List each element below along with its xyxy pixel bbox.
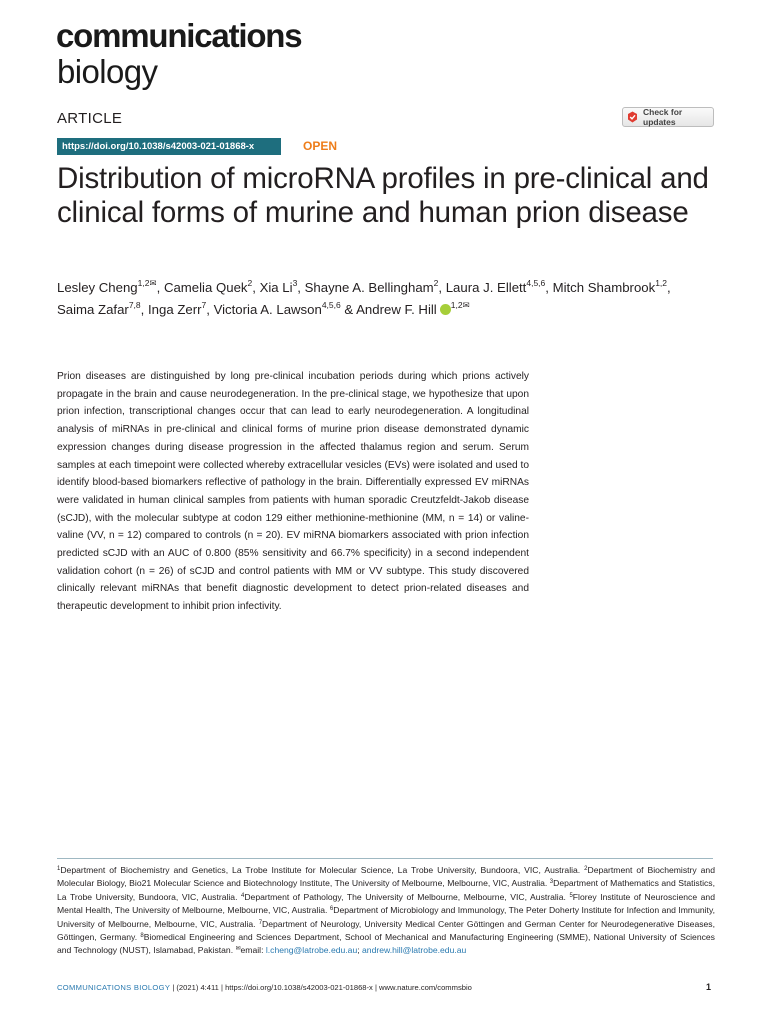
- author-item[interactable]: [553, 280, 667, 295]
- author-list: Lesley Cheng$^{1,2✉}$, Camelia Quek$^2$, Xia Li$^3$, Shayne A. Bellingham$^2$, Laura J. Ellett$^{4,5,6}$, Mitch Shambrook$^{1,2}$, Saima Zafar$^{7,8}$, Inga Zerr$^7$, Victoria A. Lawson$^{4,5,6}$ & Andrew F. Hill $^{1,2✉}$: [57, 278, 671, 317]
- check-updates-icon: [627, 111, 638, 123]
- author-affiliation-marker: 2: [433, 278, 439, 288]
- author-affiliation-marker: 1,2✉: [450, 300, 470, 310]
- author-item[interactable]: [164, 280, 252, 295]
- affiliation-number: 8: [140, 933, 144, 940]
- check-for-updates-button[interactable]: [622, 107, 714, 127]
- orcid-icon[interactable]: [440, 304, 451, 315]
- footer-journal-name: COMMUNICATIONS BIOLOGY: [57, 983, 171, 992]
- author-name[interactable]: Victoria A. Lawson: [213, 302, 322, 317]
- affiliation-text: Department of Biochemistry and Genetics, La Trobe Institute for Molecular Science, La Trobe University, Bundoora, VIC, Australia.: [60, 865, 585, 875]
- affiliations: $^1$Department of Biochemistry and Genetics, La Trobe Institute for Molecular Science, La Trobe University, Bundoora, VIC, Australia. $^2$Department of Biochemistry and Molecular Biology, Bio21 Molecular Science and Biotechnology Institute, The University of Melbourne, Melbourne, VIC, Australia. $^3$Department of Mathematics and Statistics, La Trobe University, Bundoora, VIC, Australia. $^4$Department of Pathology, The University of Melbourne, Melbourne, VIC, Australia. $^5$Florey Institute of Neuroscience and Mental Health, The University of Melbourne, Melbourne, VIC, Australia. $^6$Department of Microbiology and Immunology, The Peter Doherty Institute for Infection and Immunity, University of Melbourne, Melbourne, VIC, Australia. $^7$Department of Neurology, University Medical Center Göttingen and German Center for Neurodegenerative Diseases, Göttingen, Germany. $^8$Biomedical Engineering and Sciences Department, School of Mechanical and Manufacturing Engineering (SMME), National University of Sciences and Technology (NUST), Islamabad, Pakistan. ✉email: l.cheng@latrobe.edu.au; andrew.hill@latrobe.edu.au: [57, 865, 715, 956]
- affiliation-number: 3: [549, 879, 554, 886]
- author-item[interactable]: [305, 280, 439, 295]
- page-footer: [57, 983, 472, 992]
- author-item[interactable]: [446, 280, 546, 295]
- affiliation-number: 1: [57, 866, 61, 872]
- author-affiliation-marker: 7,8: [128, 300, 141, 310]
- author-affiliation-marker: 1,2: [655, 278, 668, 288]
- author-name[interactable]: Andrew F. Hill: [356, 302, 437, 317]
- affiliation-text: Biomedical Engineering and Sciences Department, School of Mechanical and Manufacturing Engineering (SMME), National University of Sciences and Technology (NUST), Islamabad, Pakistan.: [57, 932, 715, 956]
- affiliation-text: Department of Mathematics and Statistics, La Trobe University, Bundoora, VIC, Australia.: [57, 878, 715, 902]
- abstract: Prion diseases are distinguished by long pre-clinical incubation periods during which prions actively propagate in the brain and cause neurodegeneration. In the pre-clinical stage, we hypothesize that upon prion infection, transcriptional changes occur that can lead to early neurodegeneration. A longitudinal analysis of miRNAs in pre-clinical and clinical forms of murine prion disease demonstrated dynamic expression changes during disease progression in the affected thalamus region and serum. Serum samples at each timepoint were collected whereby extracellular vesicles (EVs) were isolated and used to identify blood-based biomarkers reflective of pathology in the brain. Differentially expressed EV miRNAs were validated in human clinical samples from patients with human sporadic Creutzfeldt-Jakob disease (sCJD), with the molecular subtype at codon 129 either methionine-methionine (MM, n = 14) or valine-valine (VV, n = 12) compared to controls (n = 20). EV miRNA biomarkers associated with prion infection predicted sCJD with an AUC of 0.800 (85% sensitivity and 66.7% specificity) in a second independent validation cohort (n = 26) of sCJD and control patients with MM or VV subtype. This study discovered clinically relevant miRNAs that benefit diagnostic development to detect prion-related diseases and therapeutic development to inhibit prion infectivity.: [57, 371, 529, 613]
- affiliation-number: 4: [241, 892, 245, 899]
- author-affiliation-marker: 4,5,6: [526, 278, 546, 288]
- journal-logo-line1: communications: [56, 17, 302, 54]
- author-affiliation-marker: 3: [292, 278, 298, 288]
- affiliation-text: Department of Neurology, University Medical Center Göttingen and German Center for Neurodegenerative Diseases, Göttingen, Germany.: [57, 918, 715, 943]
- article-type-label: ARTICLE: [57, 110, 123, 127]
- article-title: Distribution of microRNA profiles in pre-clinical and clinical forms of murine and human prion disease: [57, 162, 709, 229]
- affiliation-text: Department of Microbiology and Immunology, The Peter Doherty Institute for Infection and Immunity, University of Melbourne, Melbourne, VIC, Australia.: [57, 905, 715, 929]
- affiliation-number: 7: [258, 919, 263, 926]
- author-name[interactable]: Lesley Cheng: [57, 280, 138, 295]
- affiliation-number: 2: [584, 866, 588, 872]
- email-icon: ✉: [235, 946, 241, 953]
- author-name[interactable]: Laura J. Ellett: [445, 280, 527, 295]
- page-number: 1: [706, 982, 712, 992]
- author-item[interactable]: [260, 280, 298, 295]
- open-access-label: OPEN: [303, 139, 338, 153]
- author-name[interactable]: Saima Zafar: [57, 302, 129, 317]
- affiliation-number: 5: [569, 892, 573, 899]
- author-name[interactable]: Mitch Shambrook: [552, 280, 656, 295]
- journal-logo-line2: biology: [57, 53, 158, 90]
- author-affiliation-marker: 2: [247, 278, 253, 288]
- author-item[interactable]: [57, 280, 157, 295]
- affiliation-text: Department of Biochemistry and Molecular Biology, Bio21 Molecular Science and Biotechnology Institute, The University of Melbourne, Melbourne, VIC, Australia.: [57, 865, 715, 889]
- author-affiliation-marker: 1,2✉: [137, 278, 157, 288]
- author-name[interactable]: Shayne A. Bellingham: [304, 280, 434, 295]
- email-link[interactable]: andrew.hill@latrobe.edu.au: [362, 945, 467, 956]
- check-updates-label: Check for updates: [643, 107, 683, 127]
- author-item[interactable]: [214, 302, 341, 317]
- author-name[interactable]: Xia Li: [259, 280, 293, 295]
- author-affiliation-marker: 7: [201, 300, 207, 310]
- author-affiliation-marker: 4,5,6: [321, 300, 341, 310]
- author-name[interactable]: Inga Zerr: [147, 302, 202, 317]
- affiliation-text: Department of Pathology, The University of Melbourne, Melbourne, VIC, Australia.: [244, 891, 570, 902]
- affiliation-number: 6: [329, 906, 334, 913]
- doi-badge-link[interactable]: https://doi.org/10.1038/s42003-021-01868-x: [57, 138, 281, 155]
- affiliation-text: Florey Institute of Neuroscience and Mental Health, The University of Melbourne, Melbourne, VIC, Australia.: [57, 891, 715, 916]
- author-item[interactable]: [148, 302, 206, 317]
- author-item[interactable]: [57, 302, 141, 317]
- author-name[interactable]: Camelia Quek: [163, 280, 248, 295]
- email-prefix: email:: [240, 945, 266, 956]
- footnote-divider: [57, 858, 713, 859]
- email-link[interactable]: l.cheng@latrobe.edu.au: [265, 945, 358, 956]
- author-item[interactable]: [356, 302, 470, 317]
- footer-citation[interactable]: | (2021) 4:411 | https://doi.org/10.1038/s42003-021-01868-x | www.nature.com/commsbio: [170, 983, 472, 992]
